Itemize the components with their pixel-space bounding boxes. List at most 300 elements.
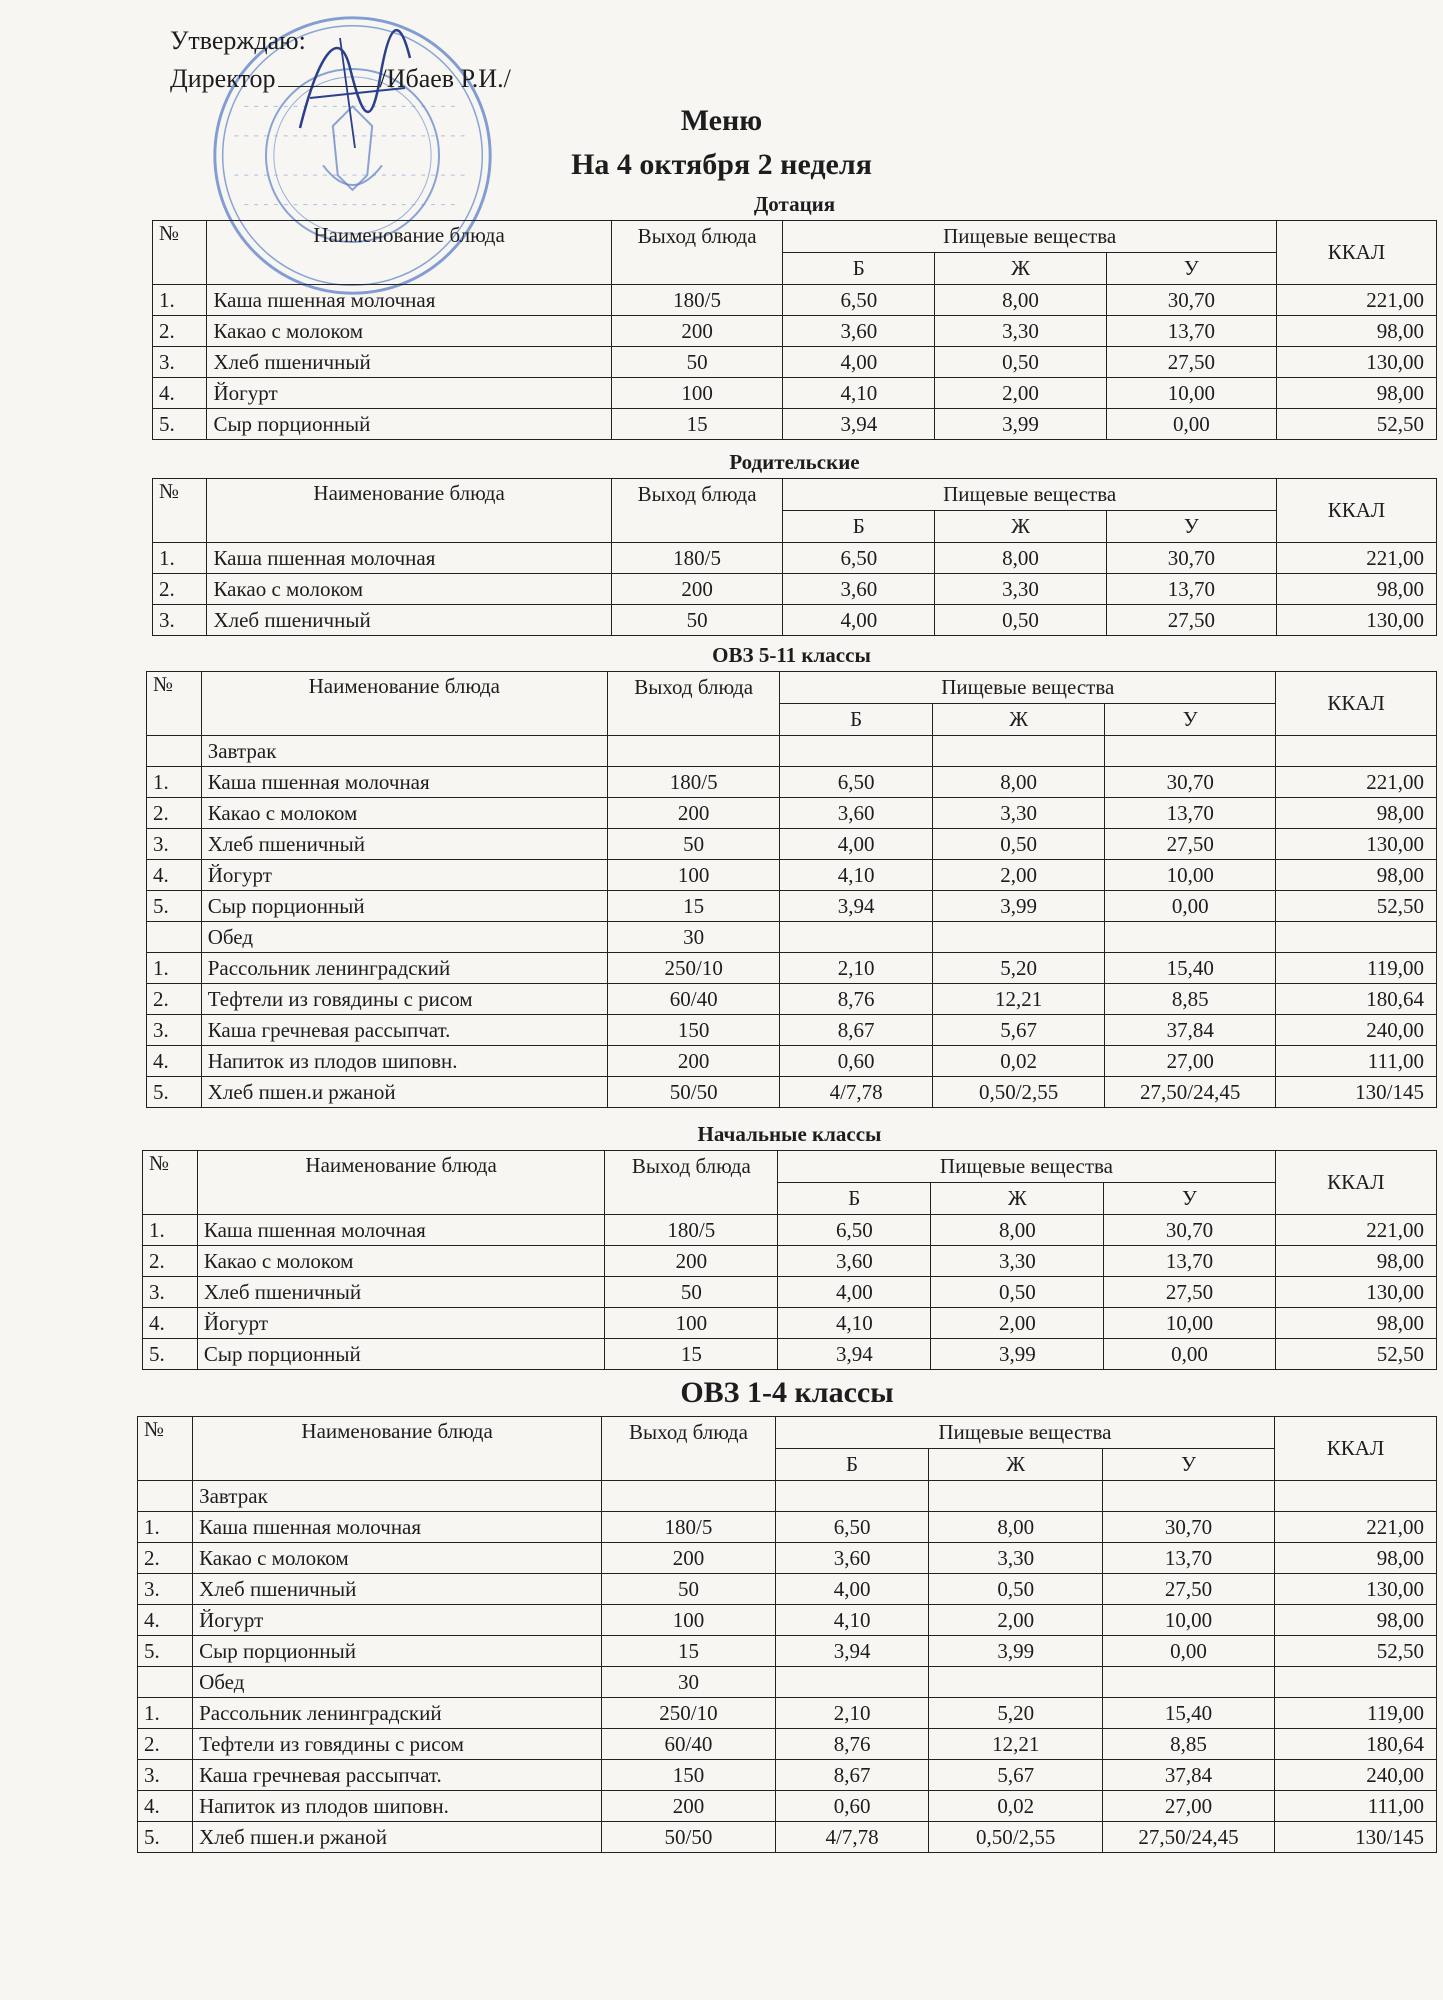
header-name: Наименование блюда xyxy=(201,672,607,736)
row-number: 4. xyxy=(138,1791,193,1822)
fat-value: 2,00 xyxy=(935,378,1107,409)
kcal-value: 98,00 xyxy=(1275,1308,1436,1339)
kcal-value: 119,00 xyxy=(1274,1698,1436,1729)
table-row xyxy=(143,1215,1437,1246)
dish-yield: 200 xyxy=(605,1246,778,1277)
carbs-value: 30,70 xyxy=(1105,767,1276,798)
table-row xyxy=(147,953,1437,984)
protein-value: 4,10 xyxy=(775,1605,929,1636)
table-row xyxy=(153,285,1437,316)
dish-yield: 50 xyxy=(611,347,783,378)
header-yield: Выход блюда xyxy=(605,1151,778,1215)
carbs-value: 13,70 xyxy=(1106,316,1276,347)
carbs-value: 13,70 xyxy=(1104,1246,1275,1277)
kcal-value: 221,00 xyxy=(1276,767,1437,798)
dish-name: Хлеб пшен.и ржаной xyxy=(201,1077,607,1108)
dish-yield: 150 xyxy=(607,1015,779,1046)
fat-value: 0,50/2,55 xyxy=(929,1822,1103,1853)
dish-name: Каша пшенная молочная xyxy=(207,285,611,316)
dish-yield: 200 xyxy=(607,798,779,829)
row-number: 2. xyxy=(153,574,207,605)
section-title: Дотация xyxy=(753,192,836,216)
table-row xyxy=(147,1077,1437,1108)
dish-name: Хлеб пшеничный xyxy=(193,1574,602,1605)
kcal-value xyxy=(1276,736,1437,767)
header-name: Наименование блюда xyxy=(207,221,611,285)
carbs-value: 30,70 xyxy=(1103,1512,1275,1543)
table-row xyxy=(147,984,1437,1015)
table-row xyxy=(138,1760,1437,1791)
kcal-value: 98,00 xyxy=(1276,316,1436,347)
dish-name: Рассольник ленинградский xyxy=(193,1698,602,1729)
dish-yield: 50/50 xyxy=(607,1077,779,1108)
kcal-value: 221,00 xyxy=(1276,285,1436,316)
row-number: 1. xyxy=(147,767,202,798)
kcal-value xyxy=(1274,1481,1436,1512)
header-kcal: ККАЛ xyxy=(1276,672,1437,736)
kcal-value: 52,50 xyxy=(1275,1339,1436,1370)
dish-yield: 60/40 xyxy=(607,984,779,1015)
fat-value: 3,30 xyxy=(931,1246,1104,1277)
carbs-value: 10,00 xyxy=(1104,1308,1275,1339)
dish-name: Какао с молоком xyxy=(207,574,611,605)
kcal-value: 130,00 xyxy=(1274,1574,1436,1605)
dish-name: Каша пшенная молочная xyxy=(193,1512,602,1543)
table-row xyxy=(147,798,1437,829)
dish-name: Напиток из плодов шиповн. xyxy=(193,1791,602,1822)
section-title: Родительские xyxy=(729,450,860,474)
kcal-value: 130,00 xyxy=(1275,1277,1436,1308)
carbs-value: 27,00 xyxy=(1105,1046,1276,1077)
row-number xyxy=(147,736,202,767)
carbs-value: 10,00 xyxy=(1105,860,1276,891)
carbs-value: 13,70 xyxy=(1106,574,1276,605)
page-title: Меню xyxy=(680,104,763,137)
approval-label: Утверждаю: xyxy=(170,26,306,55)
header-num: № xyxy=(153,479,207,543)
protein-value: 8,67 xyxy=(775,1760,929,1791)
protein-value: 3,94 xyxy=(778,1339,931,1370)
row-number: 1. xyxy=(143,1215,198,1246)
table-row xyxy=(147,736,1437,767)
carbs-value: 27,50/24,45 xyxy=(1103,1822,1275,1853)
carbs-value xyxy=(1105,922,1276,953)
kcal-value: 98,00 xyxy=(1275,1246,1436,1277)
table-row xyxy=(138,1574,1437,1605)
fat-value: 0,50 xyxy=(935,605,1107,636)
table-row xyxy=(153,605,1437,636)
dish-yield: 200 xyxy=(607,1046,779,1077)
protein-value: 6,50 xyxy=(775,1512,929,1543)
fat-value: 5,20 xyxy=(929,1698,1103,1729)
table-row xyxy=(138,1605,1437,1636)
dish-yield xyxy=(602,1481,776,1512)
header-num: № xyxy=(143,1151,198,1215)
dish-name: Хлеб пшеничный xyxy=(201,829,607,860)
table-row xyxy=(147,767,1437,798)
fat-value: 2,00 xyxy=(932,860,1104,891)
dish-name: Какао с молоком xyxy=(201,798,607,829)
dish-yield: 200 xyxy=(602,1791,776,1822)
kcal-value: 240,00 xyxy=(1276,1015,1437,1046)
row-number: 1. xyxy=(138,1512,193,1543)
protein-value: 4,10 xyxy=(780,860,933,891)
table-row xyxy=(138,1512,1437,1543)
protein-value xyxy=(780,922,933,953)
header-fat: Ж xyxy=(929,1449,1103,1481)
dish-yield xyxy=(607,736,779,767)
carbs-value: 0,00 xyxy=(1106,409,1276,440)
table-row xyxy=(138,1729,1437,1760)
approval-block xyxy=(170,22,511,98)
row-number: 2. xyxy=(153,316,207,347)
protein-value: 2,10 xyxy=(775,1698,929,1729)
row-number: 3. xyxy=(147,1015,202,1046)
row-number: 2. xyxy=(143,1246,198,1277)
kcal-value: 52,50 xyxy=(1276,409,1436,440)
table-row xyxy=(143,1277,1437,1308)
protein-value: 3,60 xyxy=(778,1246,931,1277)
fat-value: 3,99 xyxy=(935,409,1107,440)
carbs-value: 8,85 xyxy=(1105,984,1276,1015)
kcal-value: 111,00 xyxy=(1276,1046,1437,1077)
dish-yield: 100 xyxy=(605,1308,778,1339)
menu-table xyxy=(146,671,1437,1108)
row-number xyxy=(138,1481,193,1512)
dish-yield: 180/5 xyxy=(605,1215,778,1246)
kcal-value: 130,00 xyxy=(1276,829,1437,860)
row-number: 4. xyxy=(147,860,202,891)
header-kcal: ККАЛ xyxy=(1274,1417,1436,1481)
protein-value: 4,00 xyxy=(783,605,935,636)
protein-value: 4,00 xyxy=(775,1574,929,1605)
fat-value: 8,00 xyxy=(931,1215,1104,1246)
table-row xyxy=(147,1046,1437,1077)
dish-name: Хлеб пшеничный xyxy=(207,605,611,636)
row-number: 4. xyxy=(138,1605,193,1636)
row-number: 3. xyxy=(153,605,207,636)
carbs-value: 27,50 xyxy=(1106,605,1276,636)
header-carbs: У xyxy=(1103,1449,1275,1481)
kcal-value: 180,64 xyxy=(1276,984,1437,1015)
fat-value xyxy=(932,922,1104,953)
dish-name: Напиток из плодов шиповн. xyxy=(201,1046,607,1077)
kcal-value: 98,00 xyxy=(1274,1543,1436,1574)
fat-value: 0,02 xyxy=(932,1046,1104,1077)
header-num: № xyxy=(138,1417,193,1481)
row-number: 3. xyxy=(143,1277,198,1308)
header-protein: Б xyxy=(783,253,935,285)
dish-yield: 15 xyxy=(602,1636,776,1667)
table-row xyxy=(153,574,1437,605)
table-row xyxy=(153,378,1437,409)
protein-value: 6,50 xyxy=(783,285,935,316)
table-row xyxy=(138,1791,1437,1822)
header-kcal: ККАЛ xyxy=(1276,221,1436,285)
table-row xyxy=(153,543,1437,574)
table-row xyxy=(138,1543,1437,1574)
kcal-value xyxy=(1276,922,1437,953)
kcal-value: 130/145 xyxy=(1274,1822,1436,1853)
dish-name: Тефтели из говядины с рисом xyxy=(201,984,607,1015)
row-number: 1. xyxy=(138,1698,193,1729)
dish-yield: 100 xyxy=(602,1605,776,1636)
dish-name: Обед xyxy=(193,1667,602,1698)
kcal-value: 240,00 xyxy=(1274,1760,1436,1791)
table-row xyxy=(147,829,1437,860)
header-carbs: У xyxy=(1106,253,1276,285)
dish-name: Сыр порционный xyxy=(193,1636,602,1667)
dish-yield: 100 xyxy=(611,378,783,409)
header-fat: Ж xyxy=(935,253,1107,285)
header-nutrients: Пищевые вещества xyxy=(783,221,1276,253)
header-protein: Б xyxy=(780,704,933,736)
fat-value: 3,30 xyxy=(929,1543,1103,1574)
dish-name: Йогурт xyxy=(207,378,611,409)
row-number: 5. xyxy=(147,1077,202,1108)
protein-value: 6,50 xyxy=(778,1215,931,1246)
row-number xyxy=(138,1667,193,1698)
dish-name: Каша гречневая рассыпчат. xyxy=(193,1760,602,1791)
fat-value: 3,99 xyxy=(929,1636,1103,1667)
carbs-value: 37,84 xyxy=(1103,1760,1275,1791)
carbs-value: 27,50 xyxy=(1106,347,1276,378)
row-number: 5. xyxy=(138,1636,193,1667)
menu-table xyxy=(152,220,1437,440)
kcal-value: 221,00 xyxy=(1276,543,1436,574)
table-row xyxy=(147,1015,1437,1046)
table-row xyxy=(143,1246,1437,1277)
carbs-value xyxy=(1105,736,1276,767)
section-title: ОВЗ 5-11 классы xyxy=(712,643,871,667)
row-number: 2. xyxy=(138,1729,193,1760)
dish-name: Какао с молоком xyxy=(207,316,611,347)
kcal-value: 130/145 xyxy=(1276,1077,1437,1108)
row-number: 4. xyxy=(153,378,207,409)
row-number: 2. xyxy=(147,984,202,1015)
row-number: 5. xyxy=(147,891,202,922)
dish-name: Сыр порционный xyxy=(197,1339,604,1370)
protein-value: 0,60 xyxy=(780,1046,933,1077)
dish-yield: 200 xyxy=(602,1543,776,1574)
carbs-value: 0,00 xyxy=(1103,1636,1275,1667)
fat-value: 5,20 xyxy=(932,953,1104,984)
protein-value: 8,76 xyxy=(775,1729,929,1760)
protein-value: 3,60 xyxy=(780,798,933,829)
fat-value: 3,30 xyxy=(935,574,1107,605)
protein-value: 3,60 xyxy=(783,316,935,347)
dish-name: Тефтели из говядины с рисом xyxy=(193,1729,602,1760)
dish-yield: 60/40 xyxy=(602,1729,776,1760)
header-kcal: ККАЛ xyxy=(1275,1151,1436,1215)
dish-yield: 50 xyxy=(611,605,783,636)
carbs-value: 27,00 xyxy=(1103,1791,1275,1822)
dish-name: Сыр порционный xyxy=(201,891,607,922)
table-row xyxy=(138,1636,1437,1667)
header-name: Наименование блюда xyxy=(207,479,611,543)
protein-value: 4,10 xyxy=(783,378,935,409)
table-row xyxy=(147,860,1437,891)
carbs-value: 8,85 xyxy=(1103,1729,1275,1760)
protein-value: 2,10 xyxy=(780,953,933,984)
header-nutrients: Пищевые вещества xyxy=(783,479,1276,511)
dish-name: Сыр порционный xyxy=(207,409,611,440)
kcal-value: 52,50 xyxy=(1276,891,1437,922)
protein-value: 3,94 xyxy=(780,891,933,922)
row-number: 3. xyxy=(138,1760,193,1791)
fat-value: 3,99 xyxy=(931,1339,1104,1370)
carbs-value: 27,50 xyxy=(1103,1574,1275,1605)
menu-table xyxy=(137,1416,1437,1853)
director-position: Директор xyxy=(170,64,276,93)
header-yield: Выход блюда xyxy=(611,221,783,285)
protein-value: 4/7,78 xyxy=(780,1077,933,1108)
carbs-value: 10,00 xyxy=(1106,378,1276,409)
table-row xyxy=(153,316,1437,347)
fat-value: 3,30 xyxy=(935,316,1107,347)
header-protein: Б xyxy=(783,511,935,543)
menu-table xyxy=(142,1150,1437,1370)
kcal-value: 130,00 xyxy=(1276,347,1436,378)
dish-name: Каша пшенная молочная xyxy=(197,1215,604,1246)
protein-value xyxy=(775,1667,929,1698)
kcal-value: 119,00 xyxy=(1276,953,1437,984)
fat-value: 8,00 xyxy=(932,767,1104,798)
kcal-value: 98,00 xyxy=(1276,798,1437,829)
row-number: 5. xyxy=(153,409,207,440)
fat-value: 8,00 xyxy=(929,1512,1103,1543)
header-kcal: ККАЛ xyxy=(1276,479,1436,543)
header-yield: Выход блюда xyxy=(607,672,779,736)
dish-yield: 15 xyxy=(607,891,779,922)
fat-value: 0,50 xyxy=(935,347,1107,378)
table-row xyxy=(143,1339,1437,1370)
dish-yield: 15 xyxy=(611,409,783,440)
header-nutrients: Пищевые вещества xyxy=(775,1417,1274,1449)
row-number: 1. xyxy=(153,285,207,316)
dish-yield: 30 xyxy=(602,1667,776,1698)
dish-name: Какао с молоком xyxy=(193,1543,602,1574)
header-yield: Выход блюда xyxy=(602,1417,776,1481)
carbs-value: 27,50 xyxy=(1105,829,1276,860)
kcal-value: 111,00 xyxy=(1274,1791,1436,1822)
kcal-value: 130,00 xyxy=(1276,605,1436,636)
protein-value: 4,00 xyxy=(778,1277,931,1308)
dish-yield: 180/5 xyxy=(602,1512,776,1543)
dish-name: Хлеб пшеничный xyxy=(197,1277,604,1308)
fat-value: 8,00 xyxy=(935,543,1107,574)
header-nutrients: Пищевые вещества xyxy=(778,1151,1275,1183)
header-carbs: У xyxy=(1105,704,1276,736)
kcal-value: 98,00 xyxy=(1276,860,1437,891)
dish-name: Какао с молоком xyxy=(197,1246,604,1277)
dish-name: Каша гречневая рассыпчат. xyxy=(201,1015,607,1046)
dish-yield: 50 xyxy=(605,1277,778,1308)
dish-name: Каша пшенная молочная xyxy=(201,767,607,798)
signature-line xyxy=(278,86,378,87)
table-row xyxy=(153,409,1437,440)
protein-value: 0,60 xyxy=(775,1791,929,1822)
row-number: 2. xyxy=(147,798,202,829)
kcal-value: 98,00 xyxy=(1276,574,1436,605)
dish-yield: 15 xyxy=(605,1339,778,1370)
header-name: Наименование блюда xyxy=(193,1417,602,1481)
menu-table xyxy=(152,478,1437,636)
kcal-value: 221,00 xyxy=(1274,1512,1436,1543)
header-yield: Выход блюда xyxy=(611,479,783,543)
fat-value: 12,21 xyxy=(929,1729,1103,1760)
section-title: ОВЗ 1-4 классы xyxy=(680,1376,894,1409)
row-number: 2. xyxy=(138,1543,193,1574)
carbs-value: 13,70 xyxy=(1103,1543,1275,1574)
dish-yield: 180/5 xyxy=(611,543,783,574)
fat-value: 3,30 xyxy=(932,798,1104,829)
carbs-value: 0,00 xyxy=(1104,1339,1275,1370)
dish-name: Завтрак xyxy=(201,736,607,767)
table-row xyxy=(143,1308,1437,1339)
row-number: 5. xyxy=(138,1822,193,1853)
dish-name: Каша пшенная молочная xyxy=(207,543,611,574)
kcal-value: 180,64 xyxy=(1274,1729,1436,1760)
row-number: 3. xyxy=(147,829,202,860)
protein-value xyxy=(775,1481,929,1512)
page-subtitle: На 4 октября 2 неделя xyxy=(571,148,872,181)
dish-yield: 50/50 xyxy=(602,1822,776,1853)
dish-yield: 250/10 xyxy=(607,953,779,984)
fat-value xyxy=(929,1481,1103,1512)
dish-yield: 180/5 xyxy=(607,767,779,798)
carbs-value: 30,70 xyxy=(1106,543,1276,574)
fat-value: 0,50 xyxy=(932,829,1104,860)
dish-yield: 180/5 xyxy=(611,285,783,316)
carbs-value: 15,40 xyxy=(1105,953,1276,984)
fat-value: 12,21 xyxy=(932,984,1104,1015)
dish-name: Йогурт xyxy=(197,1308,604,1339)
protein-value: 3,60 xyxy=(775,1543,929,1574)
dish-name: Завтрак xyxy=(193,1481,602,1512)
dish-yield: 50 xyxy=(607,829,779,860)
fat-value: 0,50 xyxy=(929,1574,1103,1605)
dish-name: Хлеб пшен.и ржаной xyxy=(193,1822,602,1853)
kcal-value: 52,50 xyxy=(1274,1636,1436,1667)
fat-value: 0,50/2,55 xyxy=(932,1077,1104,1108)
dish-yield: 250/10 xyxy=(602,1698,776,1729)
protein-value: 4,00 xyxy=(780,829,933,860)
fat-value: 2,00 xyxy=(929,1605,1103,1636)
header-num: № xyxy=(153,221,207,285)
header-carbs: У xyxy=(1106,511,1276,543)
dish-name: Рассольник ленинградский xyxy=(201,953,607,984)
carbs-value: 10,00 xyxy=(1103,1605,1275,1636)
dish-name: Хлеб пшеничный xyxy=(207,347,611,378)
row-number: 4. xyxy=(143,1308,198,1339)
header-protein: Б xyxy=(778,1183,931,1215)
carbs-value: 30,70 xyxy=(1106,285,1276,316)
fat-value: 2,00 xyxy=(931,1308,1104,1339)
protein-value: 4,00 xyxy=(783,347,935,378)
dish-name: Йогурт xyxy=(193,1605,602,1636)
carbs-value: 13,70 xyxy=(1105,798,1276,829)
row-number: 4. xyxy=(147,1046,202,1077)
fat-value xyxy=(932,736,1104,767)
carbs-value: 15,40 xyxy=(1103,1698,1275,1729)
protein-value: 3,94 xyxy=(783,409,935,440)
dish-yield: 200 xyxy=(611,316,783,347)
table-row xyxy=(147,891,1437,922)
protein-value: 3,60 xyxy=(783,574,935,605)
table-row xyxy=(138,1698,1437,1729)
table-row xyxy=(138,1667,1437,1698)
